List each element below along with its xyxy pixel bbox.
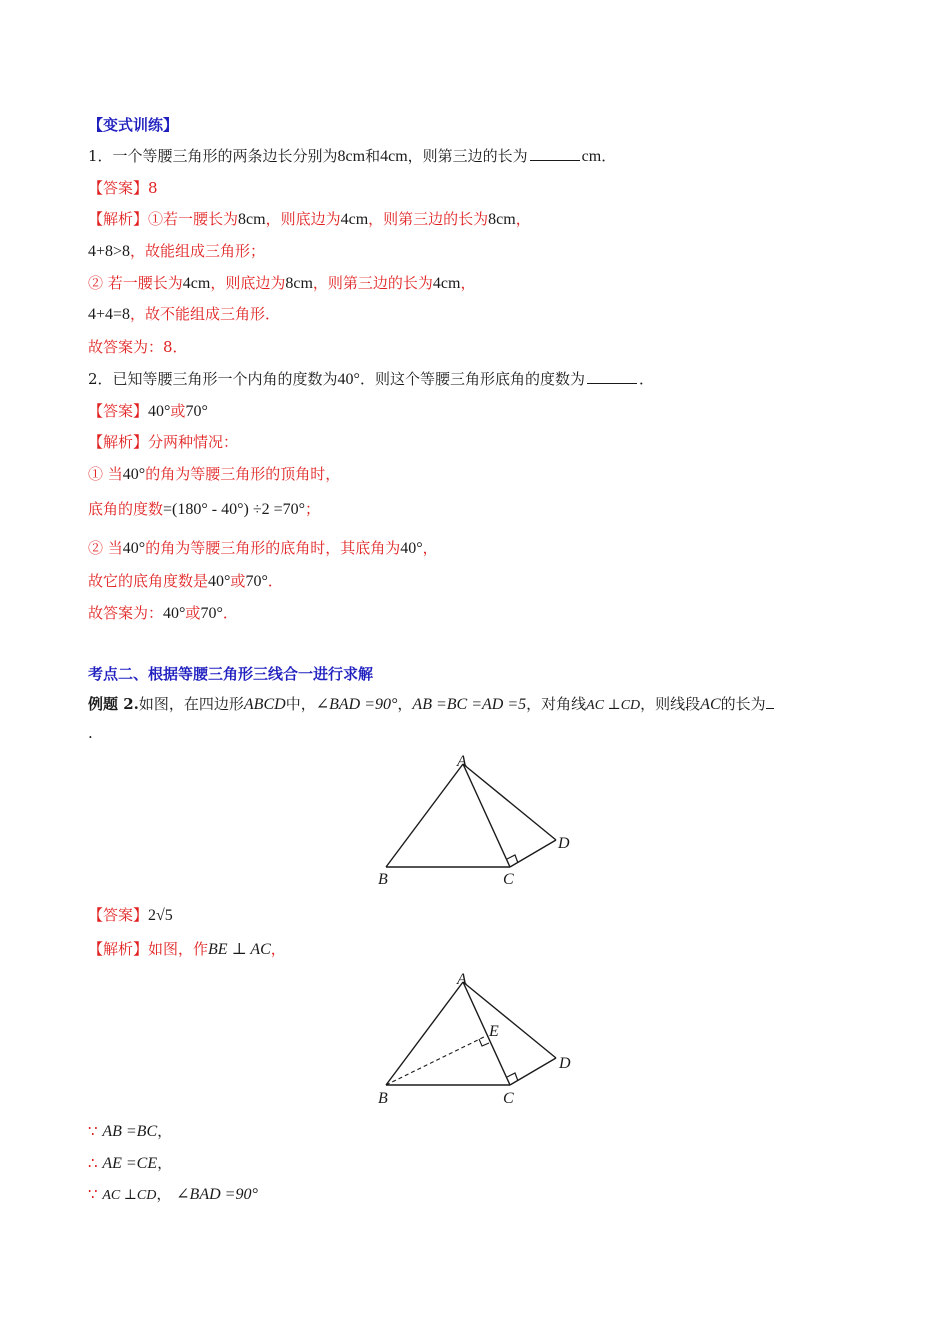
- question-1: 1．一个等腰三角形的两条边长分别为8cm和4cm，则第三边的长为 cm．: [88, 147, 617, 165]
- label-d: D: [558, 835, 570, 852]
- right-angle-mark-c: [507, 855, 518, 863]
- quadrilateral-figure: [370, 750, 590, 895]
- right-angle-mark-c: [507, 1073, 518, 1081]
- explanation-1-line5: 故答案为：8．: [88, 338, 188, 356]
- explanation-2-line4: ② 当40°的角为等腰三角形的底角时，其底角为40°，: [88, 539, 438, 557]
- section-variant-title: 【变式训练】: [88, 116, 179, 134]
- explanation-1-line3: ② 若一腰长为4cm，则底边为8cm，则第三边的长为4cm，: [88, 274, 476, 292]
- example-2-continued: .: [88, 724, 93, 742]
- right-angle-mark-e: [479, 1039, 489, 1046]
- explanation-1-line2: 4+8>8，故能组成三角形；: [88, 242, 266, 260]
- proof-step-1: ∵ AB =BC，: [88, 1122, 173, 1140]
- segment-ac: [463, 982, 510, 1085]
- label-d: D: [559, 1055, 571, 1072]
- segment-ab: [386, 982, 463, 1085]
- explanation-2-line5: 故它的底角度数是40°或70°．: [88, 572, 283, 590]
- label-a: A: [457, 753, 467, 770]
- explanation-3: 【解析】如图，作BE ⊥ AC，: [88, 940, 286, 958]
- segment-ad: [463, 764, 556, 840]
- question-2: 2．已知等腰三角形一个内角的度数为40°．则这个等腰三角形底角的度数为 ．: [88, 370, 654, 388]
- label-e: E: [489, 1023, 499, 1040]
- proof-step-3: ∵ AC ⊥CD， ∠BAD =90°: [88, 1185, 258, 1203]
- example-2: 例题 2.如图，在四边形ABCD中，∠BAD =90°，AB =BC =AD =5，对角线AC ⊥CD，则线段AC的长为: [88, 693, 870, 717]
- label-c: C: [503, 1090, 514, 1107]
- explanation-2-line1: 【解析】分两种情况：: [88, 433, 239, 451]
- segment-cd: [510, 1058, 556, 1085]
- segment-ac: [463, 764, 510, 867]
- proof-step-2: ∴ AE =CE，: [88, 1154, 173, 1172]
- label-c: C: [503, 871, 514, 888]
- segment-be-dashed: [386, 1036, 486, 1085]
- label-b: B: [378, 871, 388, 888]
- explanation-1-line1: 【解析】①若一腰长为8cm，则底边为4cm，则第三边的长为8cm，: [88, 210, 531, 228]
- segment-ab: [386, 764, 463, 867]
- label-a: A: [457, 971, 467, 988]
- answer-3: 【答案】2√5: [88, 906, 173, 924]
- quadrilateral-figure-with-perpendicular: [370, 968, 590, 1113]
- segment-cd: [510, 840, 556, 867]
- section-2-title: 考点二、根据等腰三角形三线合一进行求解: [88, 665, 374, 683]
- explanation-2-line2: ① 当40°的角为等腰三角形的顶角时，: [88, 465, 341, 483]
- segment-ad: [463, 982, 556, 1058]
- answer-2: 【答案】40°或70°: [88, 402, 208, 420]
- label-b: B: [378, 1090, 388, 1107]
- explanation-2-line6: 故答案为：40°或70°．: [88, 604, 238, 622]
- answer-1: 【答案】8: [88, 179, 158, 197]
- explanation-1-line4: 4+4=8，故不能组成三角形．: [88, 305, 281, 323]
- explanation-2-line3: 底角的度数=(180° - 40°) ÷2 =70°；: [88, 500, 321, 518]
